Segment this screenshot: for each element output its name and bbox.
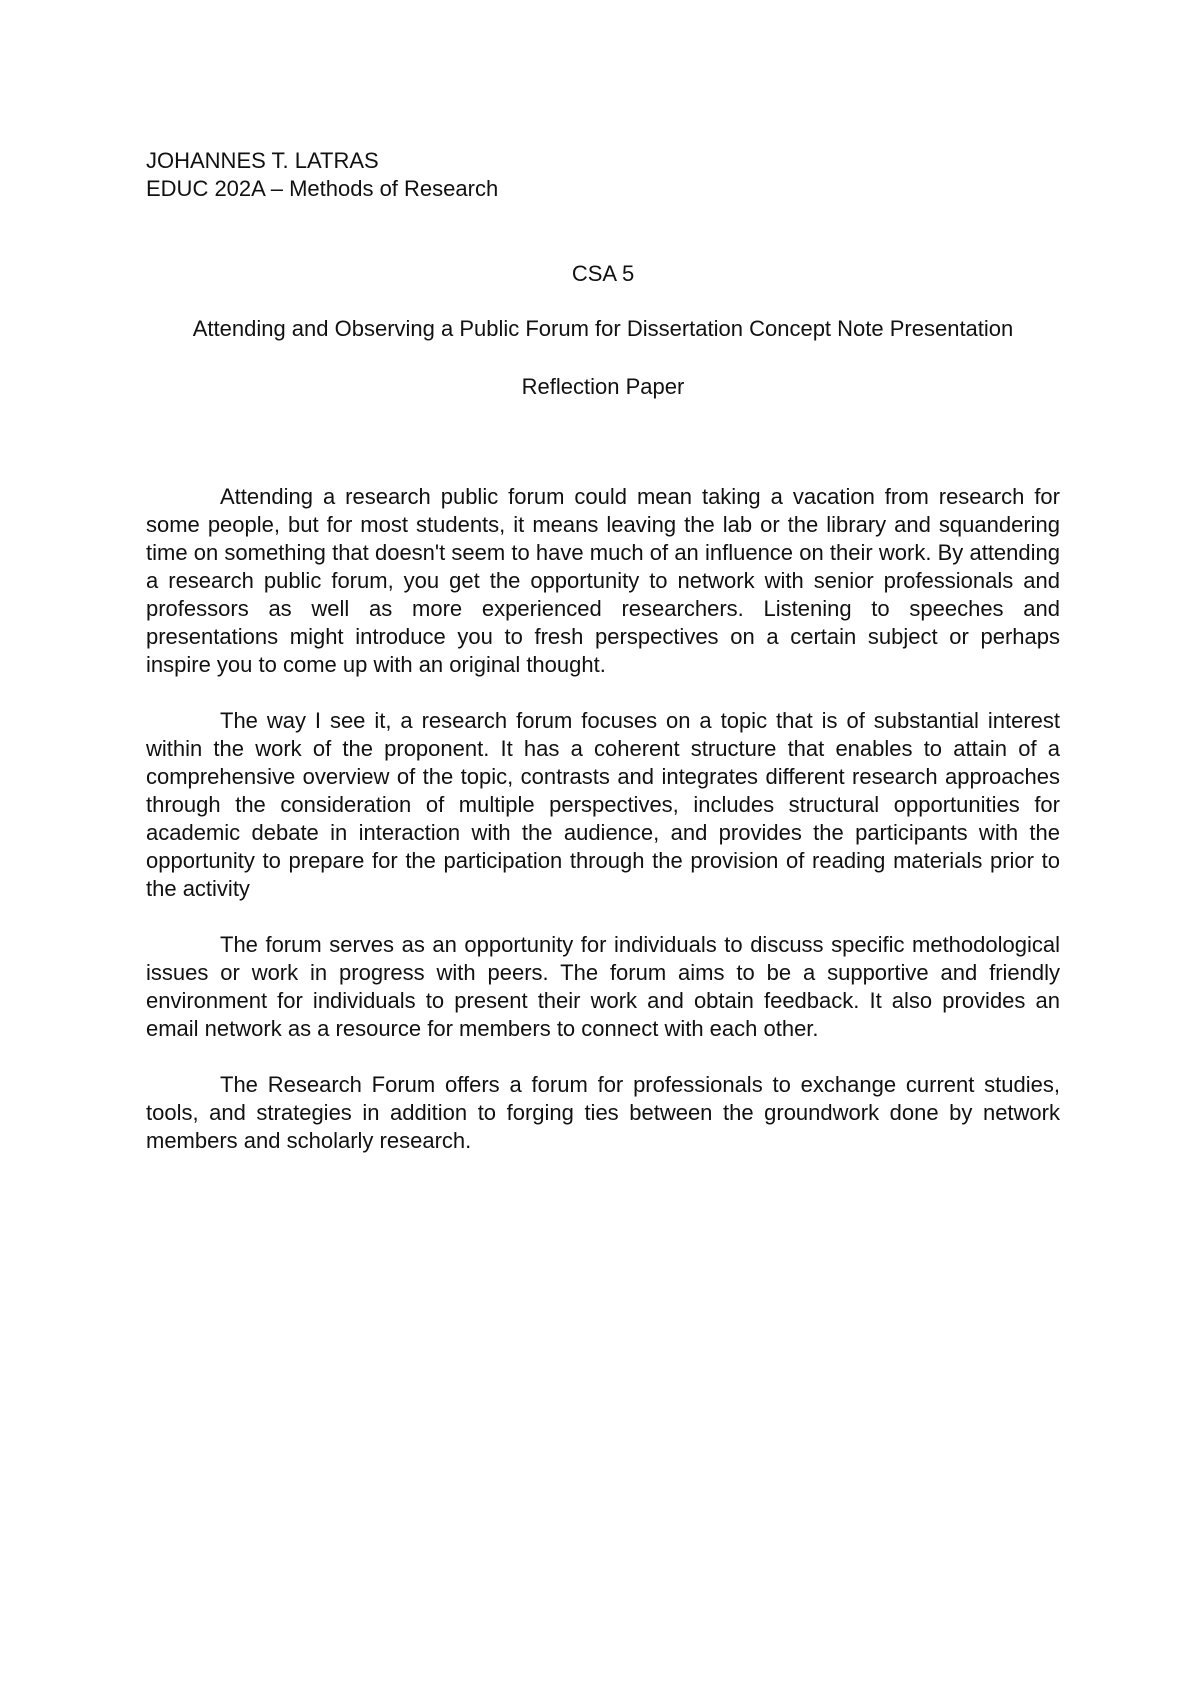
- author-name: JOHANNES T. LATRAS: [146, 148, 379, 173]
- document-body: [146, 483, 1060, 1183]
- assignment-code: CSA 5: [571, 261, 635, 286]
- body-paragraph: Attending a research public forum could mean taking a vacation from research for some people, but for most students, it means leaving the lab or the library and squandering time on something that doesn't seem to have much of an influence on their work. By attending a research public forum, you get the opportunity to network with senior professionals and professors as well as more experienced researchers. Listening to speeches and presentations might introduce you to fresh perspectives on a certain subject or perhaps inspire you to come up with an original thought.: [146, 484, 1060, 677]
- document-page: [146, 0, 1060, 1698]
- document-header: [146, 147, 498, 203]
- body-paragraph: The forum serves as an opportunity for individuals to discuss specific methodological issues or work in progress with peers. The forum aims to be a supportive and friendly environment for individuals to present their work and obtain feedback. It also provides an email network as a resource for members to connect with each other.: [146, 932, 1060, 1041]
- body-paragraph: The Research Forum offers a forum for professionals to exchange current studies, tools, and strategies in addition to forging ties between the groundwork done by network members and scholarly research.: [146, 1072, 1060, 1153]
- document-subtitle: Reflection Paper: [521, 374, 685, 399]
- body-paragraph: The way I see it, a research forum focuses on a topic that is of substantial interest within the work of the proponent. It has a coherent structure that enables to attain of a comprehensive overview of the topic, contrasts and integrates different research approaches through the consideration of multiple perspectives, includes structural opportunities for academic debate in interaction with the audience, and provides the participants with the opportunity to prepare for the participation through the provision of reading materials prior to the activity: [146, 708, 1060, 901]
- course-name: EDUC 202A – Methods of Research: [146, 176, 499, 201]
- document-title: Attending and Observing a Public Forum for Dissertation Concept Note Presentation: [192, 316, 1014, 341]
